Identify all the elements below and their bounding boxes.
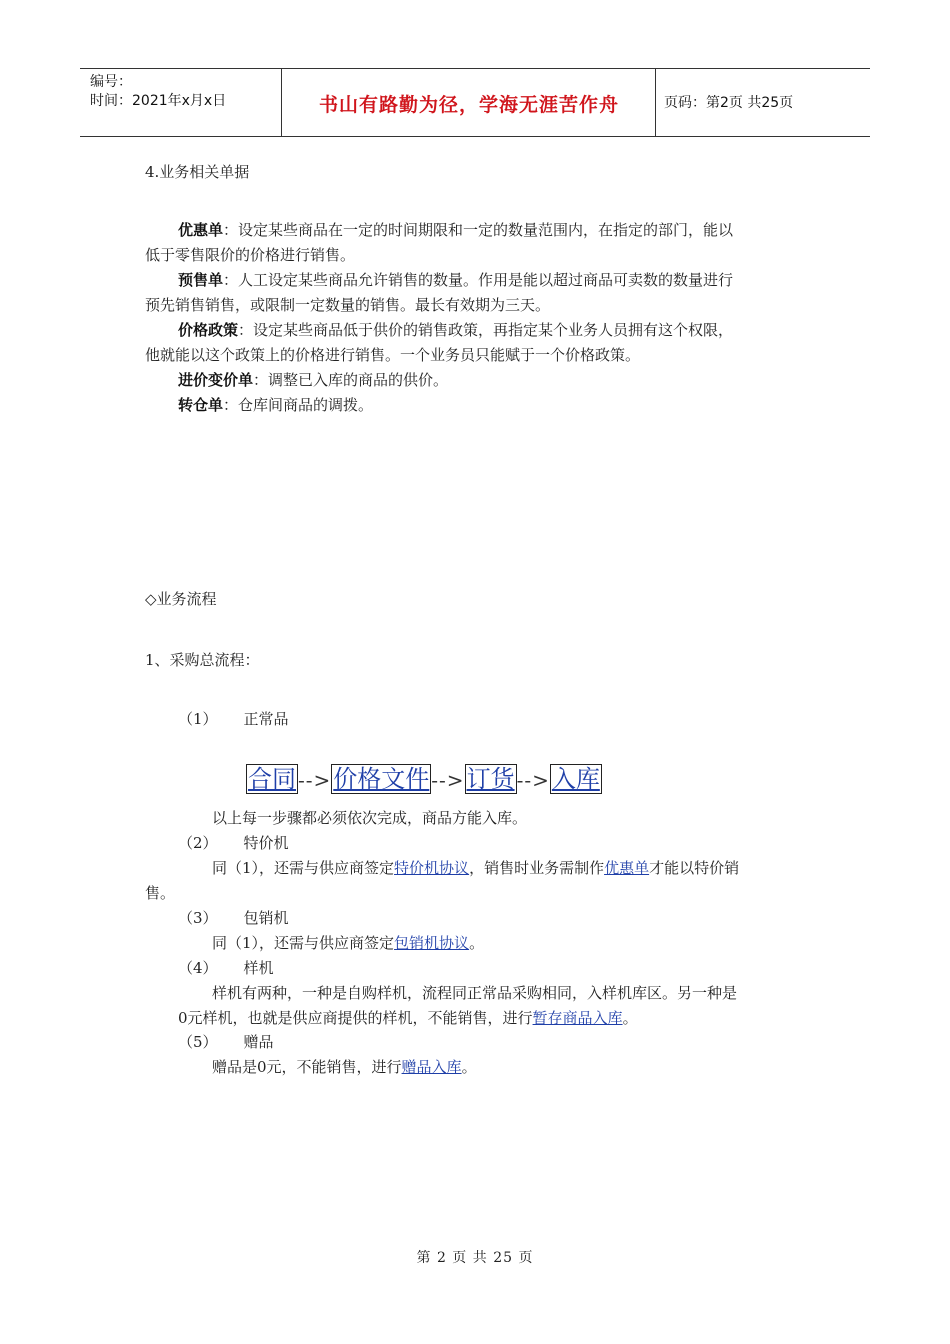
item-text-part: 同（1），还需与供应商签定 — [212, 934, 395, 952]
definition-line — [178, 220, 733, 240]
discount-form-link[interactable]: 优惠单 — [604, 859, 650, 877]
definition-term: 转仓单 — [178, 396, 224, 414]
special-price-agreement-link[interactable]: 特价机协议 — [394, 859, 470, 877]
definition-text: ：仓库间商品的调拨。 — [223, 396, 374, 414]
item-text: 售。 — [145, 884, 176, 902]
definition-term: 预售单 — [178, 271, 224, 289]
header-time: 时间：2021年x月x日 — [90, 93, 227, 109]
item-text — [212, 933, 484, 953]
definition-term: 进价变价单 — [178, 371, 254, 389]
item-heading — [178, 1032, 274, 1052]
item-text-part: 。 — [622, 1009, 638, 1027]
definition-term: 优惠单 — [178, 221, 224, 239]
definition-text: ：设定某些商品在一定的时间期限和一定的数量范围内，在指定的部门，能以 — [223, 221, 734, 239]
item-name: 正常品 — [243, 710, 289, 728]
exclusive-sale-agreement-link[interactable]: 包销机协议 — [394, 934, 470, 952]
item-text-part: 才能以特价销 — [649, 859, 740, 877]
item-heading — [178, 833, 289, 853]
purchase-flow — [246, 763, 602, 796]
item-number: （1） — [178, 710, 218, 728]
item-name: 赠品 — [243, 1033, 274, 1051]
item-text-part: 。 — [461, 1058, 477, 1076]
item-text-part: 0元样机，也就是供应商提供的样机，不能销售，进行 — [178, 1009, 533, 1027]
purchase-title: 1、采购总流程： — [145, 651, 260, 669]
header-meta — [90, 73, 226, 111]
flow-arrow: --> — [298, 768, 332, 792]
definition-line — [178, 320, 733, 340]
item-text — [178, 1008, 638, 1028]
item-name: 包销机 — [243, 909, 289, 927]
item-name: 样机 — [243, 959, 274, 977]
flow-arrow: --> — [516, 768, 550, 792]
flow-step-price-file[interactable]: 价格文件 — [333, 765, 430, 793]
item-text-part: 赠品是0元，不能销售，进行 — [212, 1058, 402, 1076]
header-page-info: 页码：第2页 共25页 — [664, 95, 794, 111]
definition-text: ：调整已入库的商品的供价。 — [253, 371, 449, 389]
definition-text: ：设定某些商品低于供价的销售政策，再指定某个业务人员拥有这个权限， — [238, 321, 734, 339]
definition-line — [178, 370, 448, 390]
definition-text: 他就能以这个政策上的价格进行销售。一个业务员只能赋于一个价格政策。 — [145, 346, 641, 364]
item-text-part: 。 — [469, 934, 485, 952]
gift-stock-in-link[interactable]: 赠品入库 — [401, 1058, 462, 1076]
section-title: 4.业务相关单据 — [145, 163, 250, 181]
definition-line — [178, 395, 373, 415]
item-heading — [178, 908, 289, 928]
header-motto: 书山有路勤为径，学海无涯苦作舟 — [318, 94, 619, 116]
item-text: 样机有两种，一种是自购样机，流程同正常品采购相同，入样机库区。另一种是 — [212, 984, 738, 1002]
item-text — [212, 1057, 477, 1077]
flow-step-stock-in[interactable]: 入库 — [551, 765, 600, 793]
flow-arrow: --> — [431, 768, 465, 792]
definition-term: 价格政策 — [178, 321, 239, 339]
page-footer: 第 2 页 共 25 页 — [416, 1250, 534, 1266]
item-text-part: ，销售时业务需制作 — [469, 859, 605, 877]
item-number: （3） — [178, 909, 218, 927]
item-number: （2） — [178, 834, 218, 852]
item-name: 特价机 — [243, 834, 289, 852]
page-header — [80, 68, 870, 137]
item-heading — [178, 958, 274, 978]
flow-note: 以上每一步骤都必须依次完成，商品方能入库。 — [212, 809, 528, 827]
definition-text: ：人工设定某些商品允许销售的数量。作用是能以超过商品可卖数的数量进行 — [223, 271, 734, 289]
item-text-part: 同（1），还需与供应商签定 — [212, 859, 395, 877]
item-number: （4） — [178, 959, 218, 977]
temporary-stock-in-link[interactable]: 暂存商品入库 — [532, 1009, 623, 1027]
definition-line — [178, 270, 733, 290]
item-text — [212, 858, 739, 878]
definition-text: 低于零售限价的价格进行销售。 — [145, 246, 356, 264]
process-title: ◇业务流程 — [145, 590, 217, 608]
flow-step-order[interactable]: 订货 — [466, 765, 515, 793]
flow-step-contract[interactable]: 合同 — [248, 765, 296, 793]
definition-text: 预先销售销售，或限制一定数量的销售。最长有效期为三天。 — [145, 296, 551, 314]
header-number: 编号： — [90, 74, 132, 90]
item-number: （5） — [178, 1033, 218, 1051]
item-heading — [178, 709, 289, 729]
